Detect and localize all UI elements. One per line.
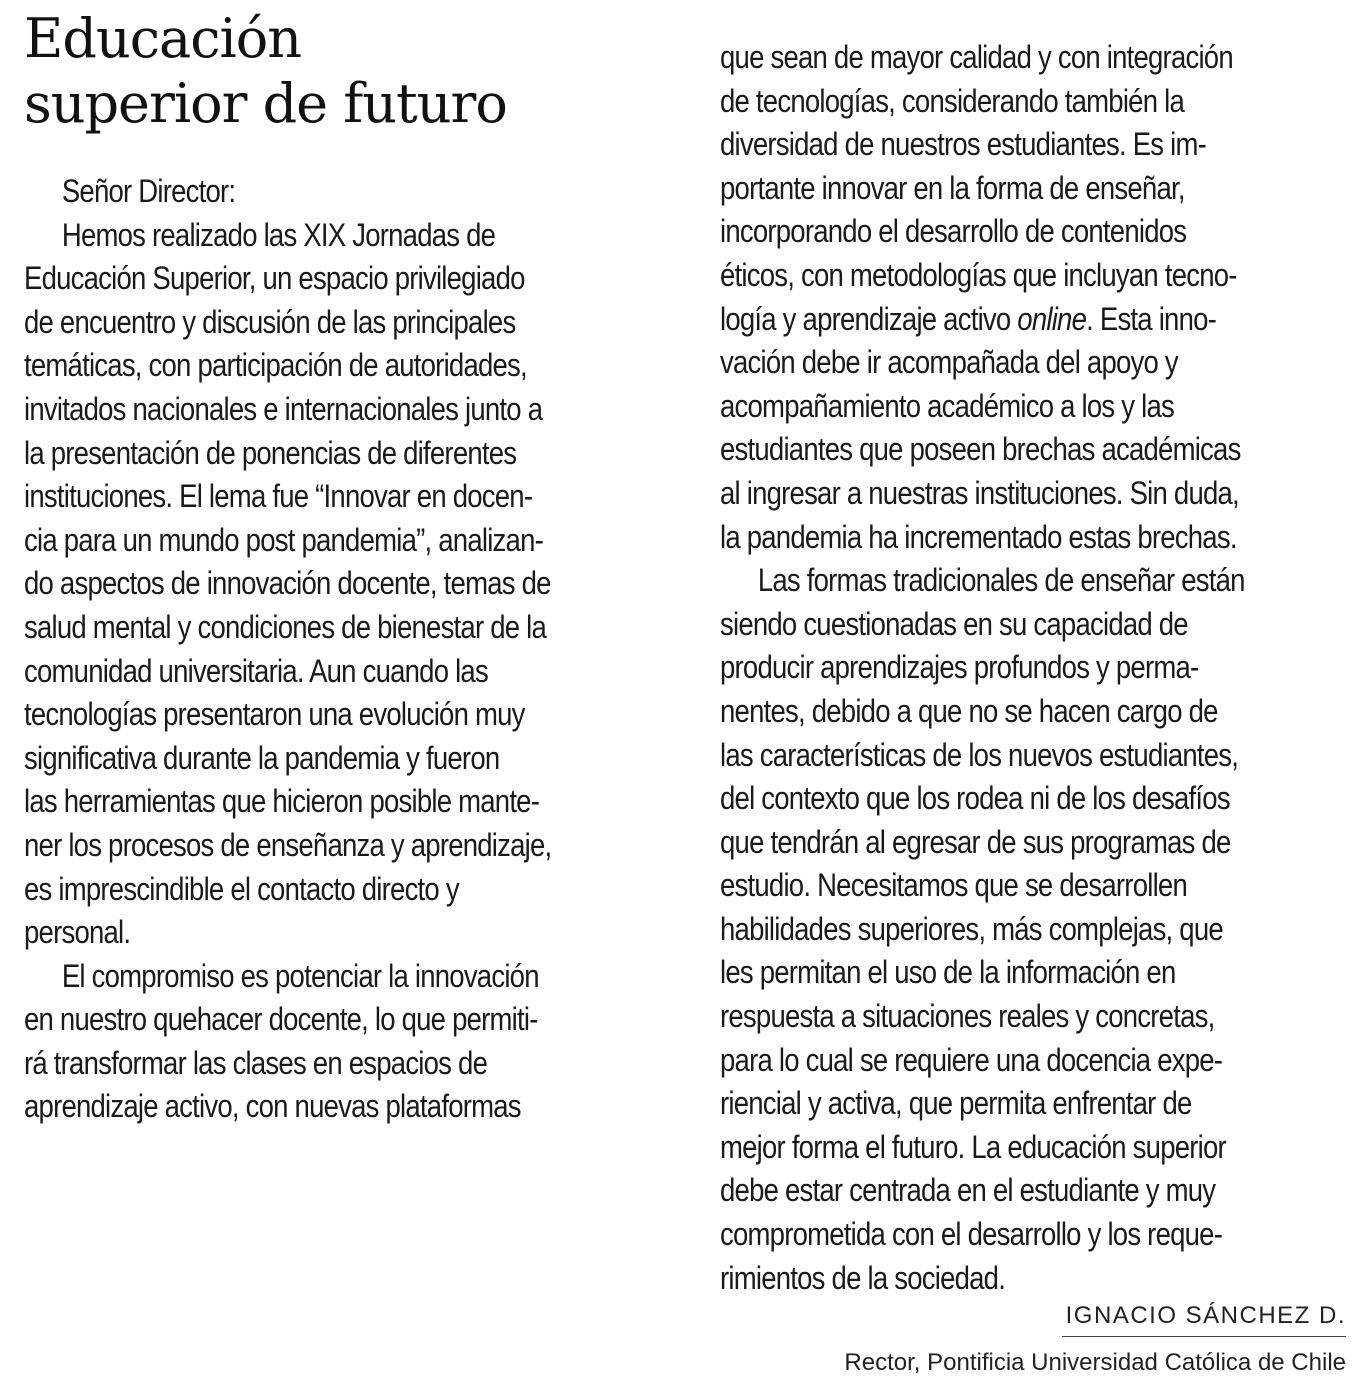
text-line: que tendrán al egresar de sus programas de [720,823,1231,860]
right-column [720,36,1344,1300]
online-pre: logía y aprendizaje activo [720,300,1018,337]
text-line: las características de los nuevos estudiantes, [720,736,1239,773]
text-line: El compromiso es potenciar la innovación [61,957,539,994]
text-line: debe estar centrada en el estudiante y muy [720,1172,1216,1209]
text-line: nentes, debido a que no se hacen cargo de [720,692,1218,729]
signature-role: Rector, Pontificia Universidad Católica de Chile [844,1349,1346,1376]
text-line-online [720,298,1352,342]
signature-name: IGNACIO SÁNCHEZ D. [1062,1302,1346,1337]
text-line: significativa durante la pandemia y fueron [24,739,500,776]
text-line: Las formas tradicionales de enseñar están [757,562,1245,599]
text-line: instituciones. El lema fue “Innovar en docen- [24,478,533,515]
salutation-line: Señor Director: [61,173,236,209]
right-body-text [720,36,1352,1300]
text-line: invitados nacionales e internacionales junto a [24,390,543,427]
text-line: comunidad universitaria. Aun cuando las [24,652,488,689]
text-line: producir aprendizajes profundos y perma- [720,649,1199,686]
text-line: incorporando el desarrollo de contenidos [720,213,1187,250]
text-line: respuesta a situaciones reales y concretas, [720,998,1215,1035]
paragraph-2-start [24,955,656,1129]
text-line: al ingresar a nuestras instituciones. Sin duda, [720,474,1239,511]
text-line: salud mental y condiciones de bienestar de la [24,608,547,645]
text-line: acompañamiento académico a los y las [720,387,1174,424]
text-line: que sean de mayor calidad y con integración [720,39,1233,75]
text-line: diversidad de nuestros estudiantes. Es im- [720,126,1207,163]
text-line: mejor forma el futuro. La educación superior [720,1128,1226,1165]
salutation [24,170,656,214]
left-column [24,6,656,1129]
online-post: . Esta inno- [1086,300,1217,337]
text-line: riencial y activa, que permita enfrentar de [720,1085,1192,1122]
text-line: la pandemia ha incrementado estas brechas. [720,518,1237,555]
text-line: vación debe ir acompañada del apoyo y [720,344,1178,381]
text-line: para lo cual se requiere una docencia expe- [720,1041,1223,1078]
text-line: estudio. Necesitamos que se desarrollen [720,867,1187,904]
text-line: portante innovar en la forma de enseñar, [720,169,1185,206]
article-title [24,6,656,136]
text-line: de tecnologías, considerando también la [720,82,1184,119]
signature-block [844,1302,1346,1377]
text-line: Hemos realizado las XIX Jornadas de [61,216,496,253]
title-line-2: superior de futuro [24,72,507,135]
text-line: estudiantes que poseen brechas académicas [720,431,1241,468]
paragraph-3 [720,559,1352,1300]
text-line: la presentación de ponencias de diferentes [24,434,517,471]
text-line: en nuestro quehacer docente, lo que permiti- [24,1001,538,1038]
online-word: online [1017,300,1087,337]
text-line: del contexto que los rodea ni de los desafíos [720,780,1230,817]
text-line: rimientos de la sociedad. [720,1259,1006,1296]
text-line: rá transformar las clases en espacios de [24,1044,488,1081]
text-line: ner los procesos de enseñanza y aprendizaje, [24,826,552,863]
text-line: cia para un mundo post pandemia”, analizan- [24,521,543,558]
text-line: habilidades superiores, más complejas, que [720,910,1223,947]
text-line: comprometida con el desarrollo y los reque- [720,1216,1223,1253]
text-line: Educación Superior, un espacio privilegiado [24,260,525,297]
text-line: do aspectos de innovación docente, temas de [24,565,551,602]
title-line-1: Educación [24,7,302,70]
text-line: éticos, con metodologías que incluyan tecno- [720,256,1237,293]
text-line: temáticas, con participación de autoridades, [24,347,527,384]
text-line: les permitan el uso de la información en [720,954,1176,991]
text-line: de encuentro y discusión de las principales [24,303,516,340]
text-line: siendo cuestionadas en su capacidad de [720,605,1188,642]
text-line: es imprescindible el contacto directo y [24,870,459,907]
paragraph-1 [24,214,656,955]
text-line: personal. [24,914,131,951]
left-body-text [24,170,656,1129]
text-line: tecnologías presentaron una evolución muy [24,696,525,733]
paragraph-2-continued [720,36,1352,559]
text-line: las herramientas que hicieron posible mante- [24,783,540,820]
text-line: aprendizaje activo, con nuevas plataformas [24,1088,521,1125]
